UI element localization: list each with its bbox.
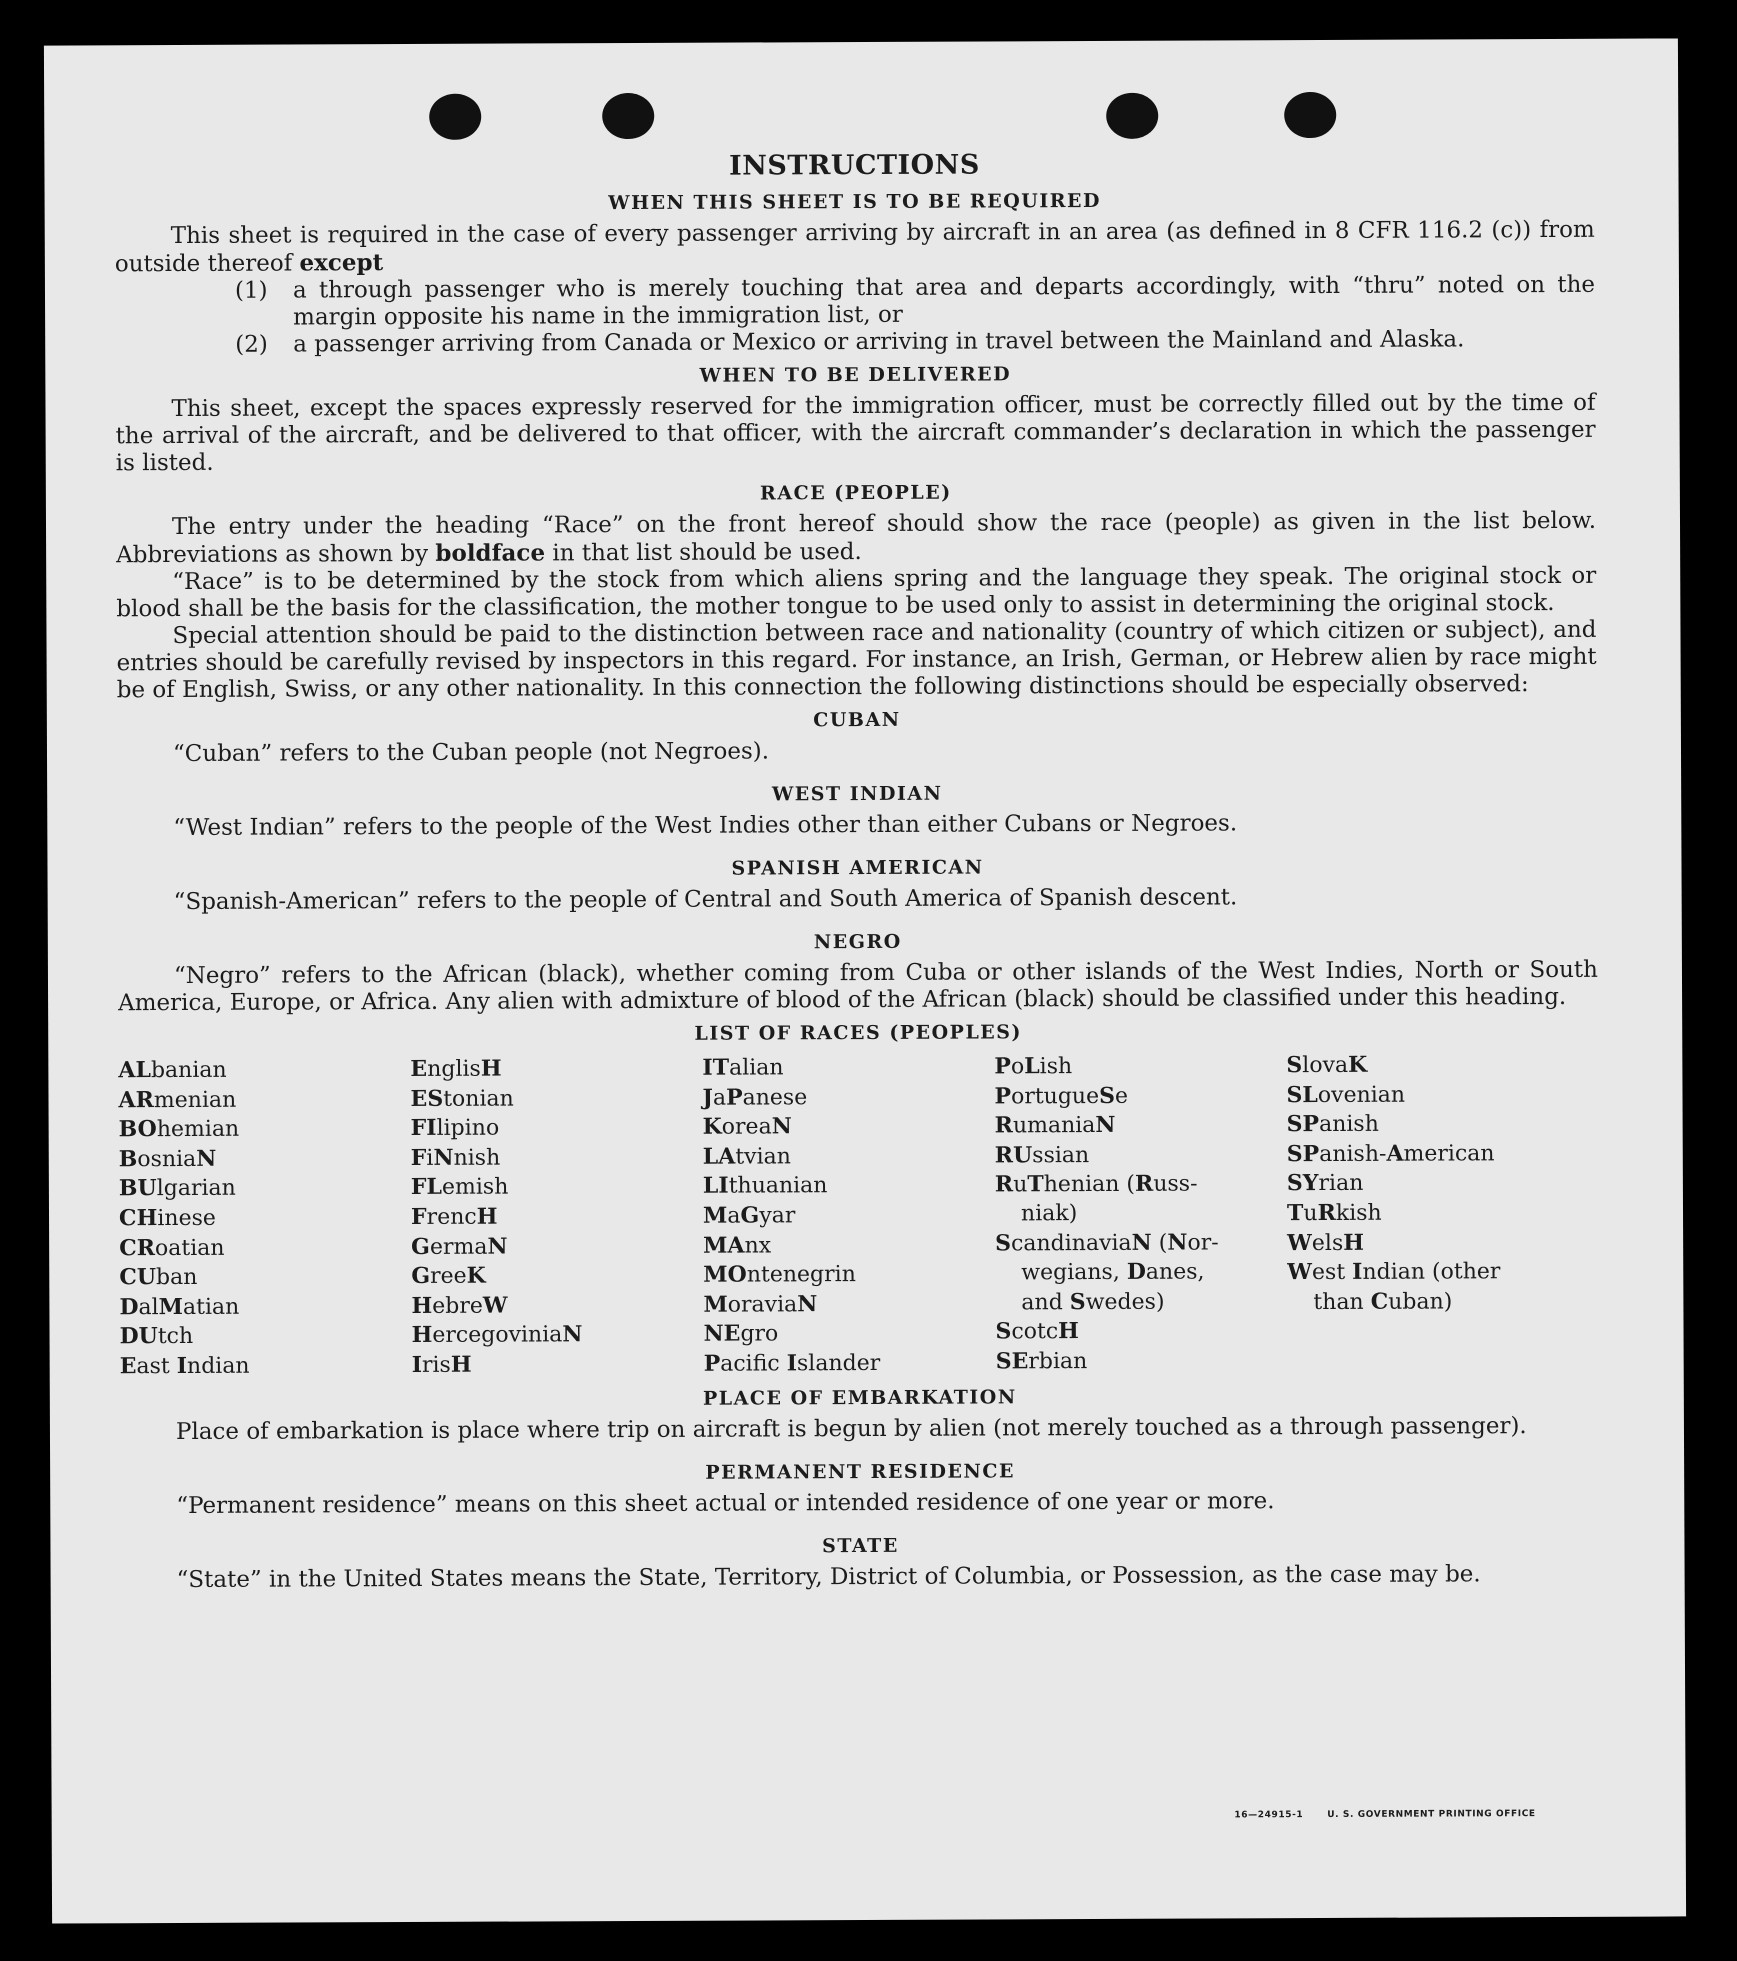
race-entry: West Indian (other: [1287, 1258, 1501, 1286]
race-column: [118, 1055, 411, 1382]
section-heading-negro: NEGRO: [813, 930, 902, 954]
race-entry: GermaN: [411, 1233, 508, 1260]
race-entry: KoreaN: [702, 1113, 792, 1140]
race-entry: SLovenian: [1286, 1081, 1406, 1108]
state-text: “State” in the United States means the State, Territory, District of Columbia, or Possession, as the case may be.: [176, 1560, 1481, 1593]
race-entry: ITalian: [702, 1054, 784, 1081]
required-intro: This sheet is required in the case of every passenger arriving by aircraft in an area (as defined in 8 CFR 116.2 (c)) from outside thereof except: [114, 216, 1595, 278]
race-entry-continued: and Swedes): [1021, 1288, 1165, 1316]
race-entry: ScandinaviaN (Nor-: [995, 1229, 1219, 1256]
section-heading-cuban: CUBAN: [813, 708, 901, 732]
document-body: [114, 149, 1600, 1594]
section-heading-embarkation: PLACE OF EMBARKATION: [702, 1385, 1017, 1410]
race-entry: FIlipino: [410, 1115, 500, 1142]
required-item: (1) a through passenger who is merely touching that area and departs accordingly, with “thru” noted on the margin opposite his name in the immigration list, or: [234, 271, 1596, 331]
section-heading-state: STATE: [822, 1534, 899, 1557]
race-entry-continued: niak): [1020, 1201, 1078, 1227]
race-entry-continued: than Cuban): [1313, 1288, 1453, 1315]
required-item: (2) a passenger arriving from Canada or Mexico or arriving in travel between the Mainland and Alaska.: [235, 326, 1465, 358]
race-entry: PoLish: [994, 1053, 1073, 1080]
section-heading-list: LIST OF RACES (PEOPLES): [694, 1021, 1023, 1045]
race-paragraph-2: “Race” is to be determined by the stock from which aliens spring and the language they speak. The original stock or blood shall be the basis for the classification, the mother tongue to be used only to assist in determining the original stock.: [116, 562, 1597, 623]
race-entry: RuThenian (Russ-: [994, 1171, 1198, 1198]
page-title: INSTRUCTIONS: [728, 149, 980, 182]
race-entry: FLemish: [410, 1174, 509, 1201]
section-heading-delivered: WHEN TO BE DELIVERED: [699, 363, 1012, 387]
race-entry: GreeK: [411, 1262, 486, 1290]
print-footnote: [1234, 1809, 1535, 1820]
cuban-text: “Cuban” refers to the Cuban people (not Negroes).: [172, 738, 770, 768]
west-indian-text: “West Indian” refers to the people of the West Indies other than either Cubans or Negroes.: [173, 810, 1238, 842]
race-entry: BosniaN: [118, 1145, 217, 1173]
punch-hole: [1284, 92, 1336, 138]
race-entry: Pacific Islander: [703, 1350, 881, 1377]
race-entry: East Indian: [119, 1352, 250, 1380]
race-entry: WelsH: [1287, 1229, 1365, 1256]
race-entry: HercegoviniaN: [411, 1321, 583, 1349]
race-entry: FiNnish: [410, 1144, 501, 1171]
race-entry: DUtch: [119, 1323, 194, 1350]
race-paragraph-1: The entry under the heading “Race” on the front hereof should show the race (people) as given in the list below. Abbreviations as shown by boldface in that list should be used.: [116, 507, 1597, 569]
race-column: [410, 1054, 703, 1381]
race-entry: SlovaK: [1286, 1051, 1368, 1079]
race-entry: FrencH: [410, 1203, 498, 1230]
delivered-text: This sheet, except the spaces expressly reserved for the immigration officer, must be correctly filled out by the time of the arrival of the aircraft, and be delivered to that officer, with the aircraft commander’s declaration in which the passenger is listed.: [115, 389, 1596, 477]
race-entry: LAtvian: [702, 1143, 791, 1170]
race-entry: RUssian: [994, 1142, 1090, 1169]
race-entry: SYrian: [1286, 1170, 1364, 1197]
race-entry: JaPanese: [702, 1084, 808, 1111]
section-heading-residence: PERMANENT RESIDENCE: [705, 1459, 1015, 1484]
race-entry: BOhemian: [118, 1116, 240, 1143]
document-sheet: [44, 38, 1686, 1923]
race-entry-continued: wegians, Danes,: [1021, 1258, 1205, 1286]
race-entry: SPanish: [1286, 1111, 1379, 1138]
race-entry: SErbian: [995, 1348, 1088, 1375]
race-entry: ALbanian: [118, 1057, 227, 1084]
race-entry: CRoatian: [119, 1234, 225, 1261]
printer-credit: U. S. GOVERNMENT PRINTING OFFICE: [1327, 1809, 1536, 1820]
race-entry: CUban: [119, 1264, 198, 1291]
race-entry: DalMatian: [119, 1293, 240, 1321]
race-entry: SPanish-American: [1286, 1140, 1495, 1167]
residence-text: “Permanent residence” means on this sheet actual or intended residence of one year or more.: [176, 1487, 1275, 1519]
race-entry: EnglisH: [410, 1055, 502, 1082]
race-column: [702, 1052, 995, 1379]
race-entry: PortugueSe: [994, 1082, 1129, 1110]
race-entry: CHinese: [118, 1205, 216, 1232]
race-column: [994, 1051, 1287, 1378]
spanish-american-text: “Spanish-American” refers to the people of Central and South America of Spanish descent.: [173, 884, 1238, 916]
race-paragraph-3: Special attention should be paid to the distinction between race and nationality (country of which citizen or subject), and entries should be carefully revised by inspectors in this regard. For instance, an Irish, German, or Hebrew alien by race might be of English, Swiss, or any other nationality. In this connection the following distinctions should be especially observed:: [116, 616, 1597, 704]
race-entry: MaGyar: [702, 1202, 796, 1229]
race-entry: IrisH: [411, 1351, 472, 1378]
race-entry: ScotcH: [995, 1318, 1080, 1345]
section-heading-required: WHEN THIS SHEET IS TO BE REQUIRED: [608, 189, 1101, 215]
race-entry: NEgro: [703, 1320, 779, 1348]
race-entry: RumaniaN: [994, 1112, 1116, 1139]
section-heading-spanish-american: SPANISH AMERICAN: [731, 856, 984, 880]
section-heading-race: RACE (PEOPLE): [759, 481, 952, 505]
race-entry: LIthuanian: [702, 1172, 828, 1200]
race-entry: HebreW: [411, 1292, 508, 1319]
required-intro-except: except: [299, 249, 384, 277]
race-entry: EStonian: [410, 1085, 514, 1112]
race-entry: MoraviaN: [703, 1290, 818, 1318]
embarkation-text: Place of embarkation is place where trip on aircraft is begun by alien (not merely touched as a through passenger).: [175, 1412, 1527, 1445]
race-entry: TuRkish: [1286, 1199, 1382, 1227]
race-column: [1286, 1050, 1579, 1377]
race-entry: ARmenian: [118, 1086, 237, 1113]
race-list: [118, 1050, 1599, 1382]
race-entry: BUlgarian: [118, 1175, 236, 1202]
form-number: 16—24915-1: [1234, 1810, 1304, 1821]
negro-text: “Negro” refers to the African (black), whether coming from Cuba or other islands of the West Indies, North or South America, Europe, or Africa. Any alien with admixture of blood of the African (black) should be classified under this heading.: [118, 956, 1599, 1017]
race-entry: MOntenegrin: [703, 1261, 856, 1288]
punch-hole: [602, 93, 654, 139]
punch-hole: [1106, 93, 1158, 139]
section-heading-west-indian: WEST INDIAN: [771, 782, 943, 806]
race-entry: MAnx: [703, 1232, 772, 1259]
punch-hole: [429, 94, 481, 140]
